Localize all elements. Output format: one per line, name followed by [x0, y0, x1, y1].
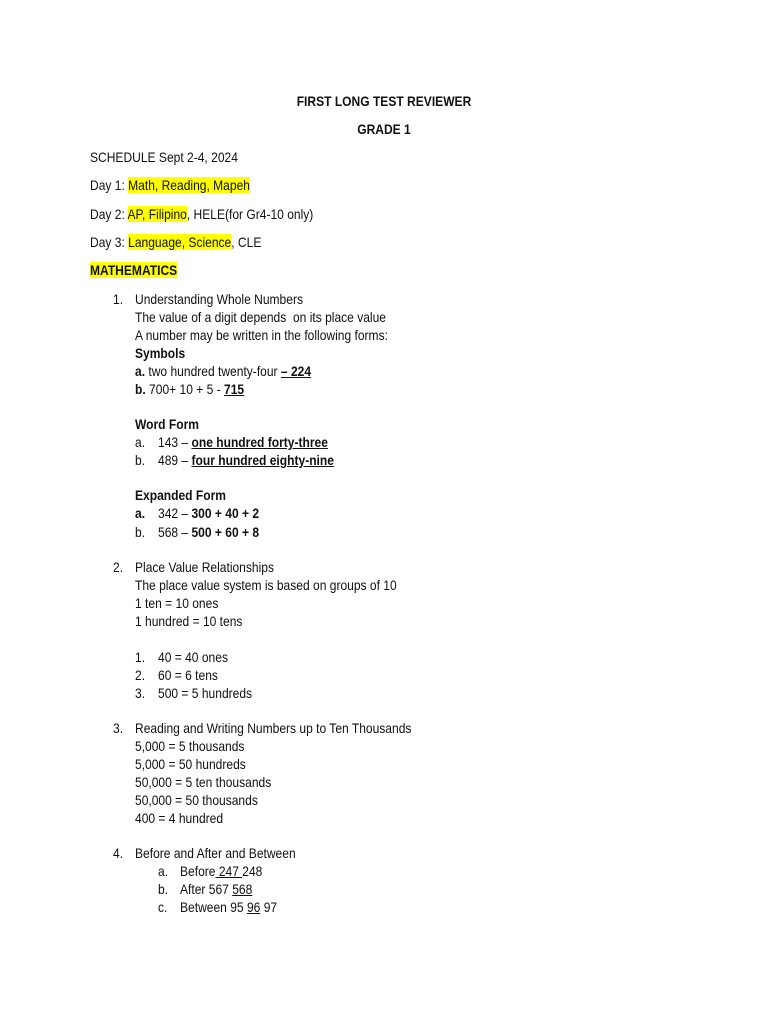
day2-subjects: AP, Filipino [127, 206, 187, 222]
page-title: FIRST LONG TEST REVIEWER [296, 93, 472, 109]
item-text: After 567 [180, 881, 233, 897]
s4-title: Before and After and Between [135, 845, 296, 861]
s3-line: 50,000 = 5 ten thousands [135, 774, 272, 790]
marker: a. [135, 363, 146, 379]
answer: 500 + 60 + 8 [191, 524, 260, 540]
answer: four hundred eighty-nine [191, 452, 334, 468]
s2-item: 500 = 5 hundreds [158, 685, 253, 701]
s2-item-marker: 3. [135, 685, 146, 701]
s1-title: Understanding Whole Numbers [135, 291, 303, 307]
s4-number: 4. [113, 845, 124, 861]
s4-item-b-marker: b. [158, 881, 169, 897]
word-item-b [158, 451, 334, 469]
s2-line2: 1 ten = 10 ones [135, 595, 219, 611]
section-heading [90, 261, 177, 279]
grade-heading: GRADE 1 [357, 121, 411, 137]
s4-item-a [180, 862, 262, 880]
item-text: Before [180, 863, 216, 879]
s3-line: 50,000 = 50 thousands [135, 792, 258, 808]
day1-subjects: Math, Reading, Mapeh [128, 177, 250, 193]
day2-line [90, 205, 313, 223]
item-text: 248 [242, 863, 263, 879]
answer: – 224 [280, 363, 312, 379]
word-item-a-marker: a. [135, 434, 146, 450]
answer: 568 [232, 881, 253, 897]
day3-label: Day 3: [90, 234, 129, 250]
word-item-b-marker: b. [135, 452, 146, 468]
s3-line: 5,000 = 5 thousands [135, 738, 245, 754]
answer: one hundred forty-three [191, 434, 328, 450]
symbols-item-b [135, 380, 244, 398]
s1-number: 1. [113, 291, 124, 307]
expanded-item-a [158, 504, 259, 522]
mathematics-heading: MATHEMATICS [90, 262, 178, 278]
s2-item: 40 = 40 ones [158, 649, 228, 665]
answer: 96 [246, 899, 261, 915]
day3-subjects: Language, Science [128, 234, 232, 250]
day2-rest: , HELE(for Gr4-10 only) [186, 206, 314, 222]
s4-item-c [180, 898, 277, 916]
word-form-heading: Word Form [135, 416, 199, 432]
answer: 300 + 40 + 2 [191, 505, 260, 521]
s4-item-c-marker: c. [158, 899, 168, 915]
schedule-line: SCHEDULE Sept 2-4, 2024 [90, 149, 238, 165]
day1-label: Day 1: [90, 177, 129, 193]
s3-line: 5,000 = 50 hundreds [135, 756, 246, 772]
item-text: 568 – [158, 524, 192, 540]
s2-line3: 1 hundred = 10 tens [135, 613, 243, 629]
s2-line1: The place value system is based on groups of 10 [135, 577, 397, 593]
day3-line [90, 233, 261, 251]
s1-line1: The value of a digit depends on its place value [135, 309, 387, 325]
answer: 247 [215, 863, 243, 879]
expanded-item-b-marker: b. [135, 524, 146, 540]
day3-rest: , CLE [231, 234, 262, 250]
item-text: 700+ 10 + 5 - [145, 381, 225, 397]
s2-item: 60 = 6 tens [158, 667, 218, 683]
s2-item-marker: 1. [135, 649, 146, 665]
marker: b. [135, 381, 146, 397]
s2-number: 2. [113, 559, 124, 575]
symbols-heading: Symbols [135, 345, 186, 361]
symbols-item-a [135, 362, 311, 380]
s3-number: 3. [113, 720, 124, 736]
item-text: Between 95 [180, 899, 247, 915]
s4-item-b [180, 880, 252, 898]
day2-label: Day 2: [90, 206, 128, 222]
day1-line [90, 176, 250, 194]
s2-item-marker: 2. [135, 667, 146, 683]
expanded-item-a-marker: a. [135, 505, 146, 521]
item-text: 342 – [158, 505, 192, 521]
item-text: 143 – [158, 434, 192, 450]
s3-line: 400 = 4 hundred [135, 810, 224, 826]
item-text: two hundred twenty-four [145, 363, 281, 379]
answer: 715 [224, 381, 245, 397]
s4-item-a-marker: a. [158, 863, 169, 879]
expanded-form-heading: Expanded Form [135, 487, 226, 503]
s1-line2: A number may be written in the following forms: [135, 327, 388, 343]
word-item-a [158, 433, 328, 451]
expanded-item-b [158, 523, 259, 541]
item-text: 489 – [158, 452, 192, 468]
s3-title: Reading and Writing Numbers up to Ten Thousands [135, 720, 412, 736]
item-text: 97 [260, 899, 278, 915]
s2-title: Place Value Relationships [135, 559, 274, 575]
